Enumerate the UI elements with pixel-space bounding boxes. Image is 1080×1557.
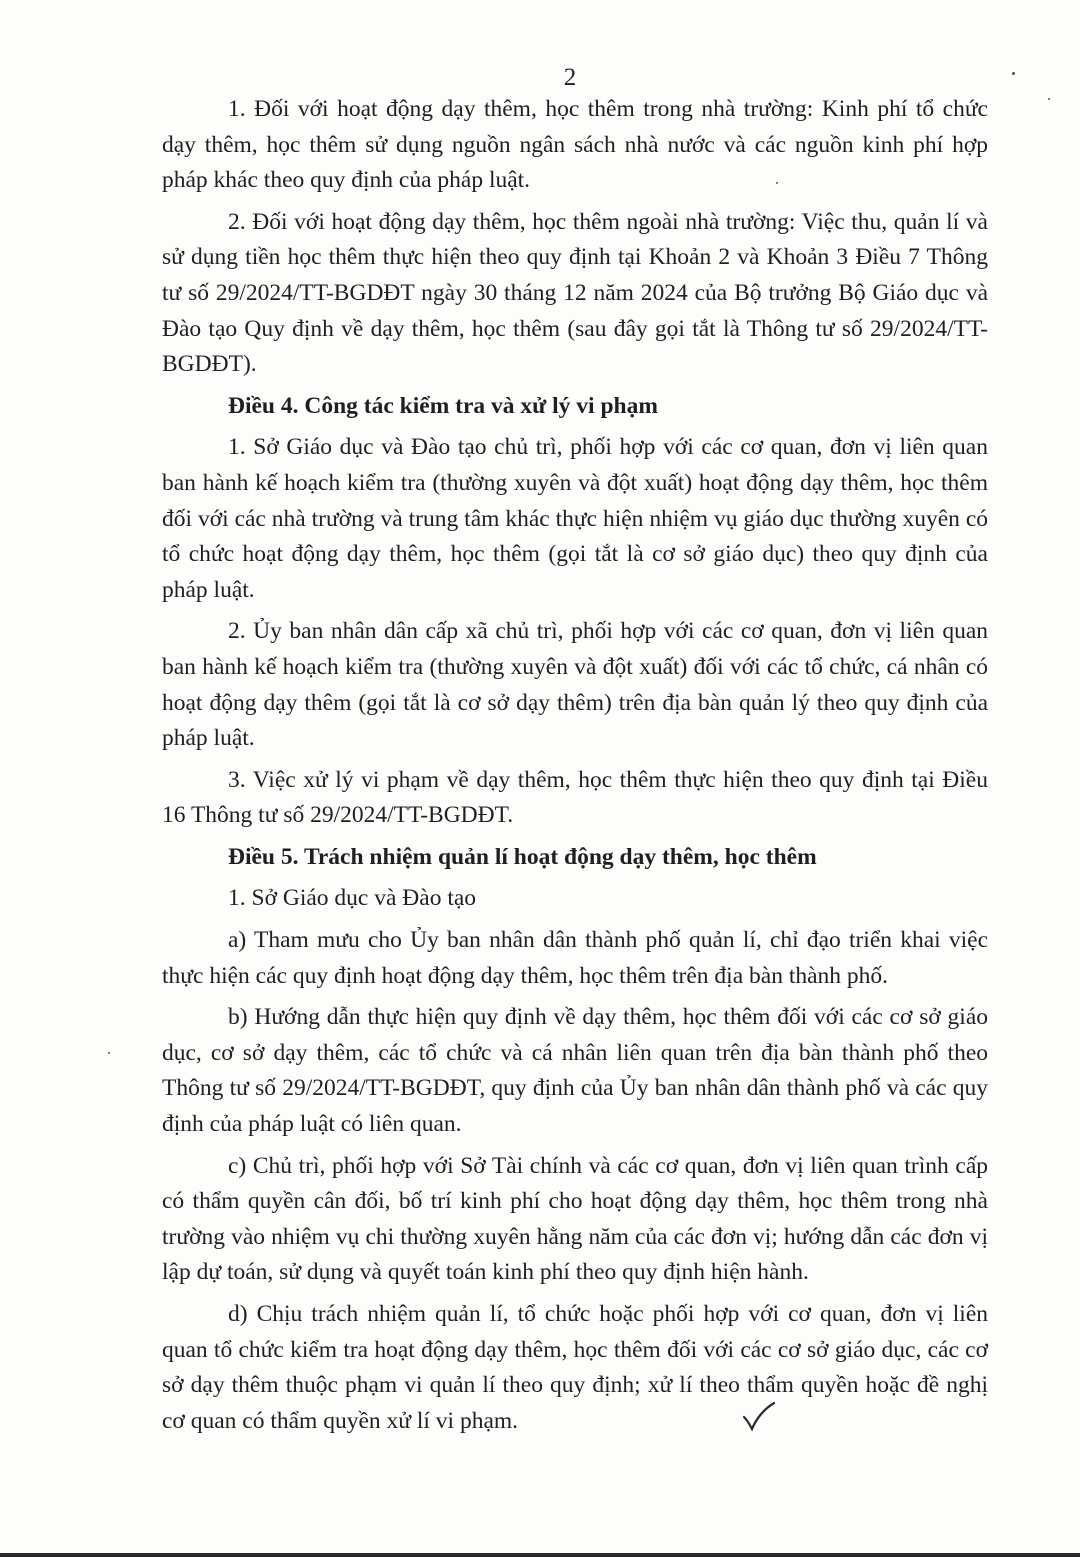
paragraph-5-1: 1. Sở Giáo dục và Đào tạo	[228, 885, 477, 912]
article-4-heading: Điều 4. Công tác kiểm tra và xử lý vi phạm	[228, 392, 658, 419]
paragraph-4-3: 3. Việc xử lý vi phạm về dạy thêm, học thêm thực hiện theo quy định tại Điều 16 Thông tư số 29/2024/TT-BGDĐT.	[162, 766, 988, 829]
paragraph-4-1: 1. Sở Giáo dục và Đào tạo chủ trì, phối hợp với các cơ quan, đơn vị liên quan ban hành kế hoạch kiểm tra (thường xuyên và đột xuất) hoạt động dạy thêm, học thêm đối với các nhà trường và trung tâm khác thực hiện nhiệm vụ giáo dục thường xuyên có tổ chức hoạt động dạy thêm, học thêm (gọi tắt là cơ sở giáo dục) theo quy định của pháp luật.	[162, 434, 988, 603]
page-number: 2	[563, 64, 577, 91]
scan-bottom-edge	[0, 1553, 1080, 1557]
paragraph-3-2: 2. Đối với hoạt động dạy thêm, học thêm ngoài nhà trường: Việc thu, quản lí và sử dụng tiền học thêm thực hiện theo quy định tại Khoản 2 và Khoản 3 Điều 7 Thông tư số 29/2024/TT-BGDĐT ngày 30 tháng 12 năm 2024 của Bộ trưởng Bộ Giáo dục và Đào tạo Quy định về dạy thêm, học thêm (sau đây gọi tắt là Thông tư số 29/2024/TT-BGDĐT).	[162, 208, 988, 378]
scan-speck	[776, 182, 778, 184]
paragraph-4-2: 2. Ủy ban nhân dân cấp xã chủ trì, phối hợp với các cơ quan, đơn vị liên quan ban hành kế hoạch kiểm tra (thường xuyên và đột xuất) đối với các tổ chức, cá nhân có hoạt động dạy thêm (gọi tắt là cơ sở dạy thêm) trên địa bàn quản lý theo quy định của pháp luật.	[162, 618, 988, 752]
paragraph-5-1-b: b) Hướng dẫn thực hiện quy định về dạy thêm, học thêm đối với các cơ sở giáo dục, cơ sở dạy thêm, các tổ chức và cá nhân liên quan trên địa bàn thành phố theo Thông tư số 29/2024/TT-BGDĐT, quy định của Ủy ban nhân dân thành phố và các quy định của pháp luật có liên quan.	[162, 1004, 988, 1138]
document-body	[162, 92, 988, 1445]
paragraph-5-1-a: a) Tham mưu cho Ủy ban nhân dân thành phố quản lí, chỉ đạo triển khai việc thực hiện các quy định hoạt động dạy thêm, học thêm trên địa bàn thành phố.	[162, 927, 988, 989]
paragraph-3-1: 1. Đối với hoạt động dạy thêm, học thêm trong nhà trường: Kinh phí tổ chức dạy thêm, học thêm sử dụng nguồn ngân sách nhà nước và các nguồn kinh phí hợp pháp khác theo quy định của pháp luật.	[162, 96, 988, 194]
handwritten-initial-mark	[738, 1395, 778, 1435]
paragraph-5-1-c: c) Chủ trì, phối hợp với Sở Tài chính và các cơ quan, đơn vị liên quan trình cấp có thẩm quyền cân đối, bố trí kinh phí cho hoạt động dạy thêm, học thêm trong nhà trường vào nhiệm vụ chi thường xuyên hằng năm của các đơn vị; hướng dẫn các đơn vị lập dự toán, sử dụng và quyết toán kinh phí theo quy định hiện hành.	[162, 1152, 988, 1286]
scan-speck	[1048, 98, 1050, 100]
scan-speck	[108, 1052, 110, 1054]
paragraph-5-1-d: d) Chịu trách nhiệm quản lí, tổ chức hoặc phối hợp với cơ quan, đơn vị liên quan tổ chức kiểm tra hoạt động dạy thêm, học thêm đối với các cơ sở giáo dục, các cơ sở dạy thêm thuộc phạm vi quản lí theo quy định; xử lí theo thẩm quyền hoặc đề nghị cơ quan có thẩm quyền xử lí vi phạm.	[162, 1301, 988, 1434]
scan-speck	[1012, 72, 1015, 75]
article-5-heading: Điều 5. Trách nhiệm quản lí hoạt động dạy thêm, học thêm	[228, 843, 817, 870]
